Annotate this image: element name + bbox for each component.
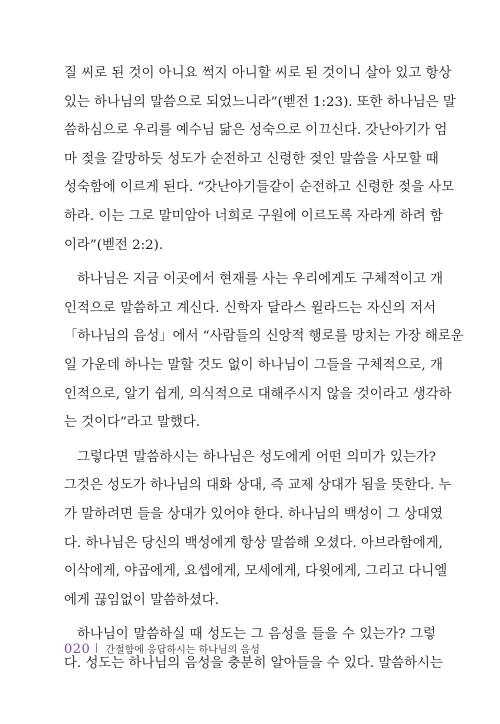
text-line: 인적으로 말씀하고 계신다. 신학자 달라스 윌라드는 자신의 저서: [64, 300, 436, 316]
text-line: 다. 성도는 하나님의 음성을 충분히 알아들을 수 있다. 말씀하시는: [64, 655, 443, 671]
text-line: 「하나님의 음성」에서 “사람들의 신앙적 행로를 망치는 가장 해로운: [64, 329, 464, 345]
text-line: 있는 하나님의 말씀으로 되었느니라”(벧전 1:23). 또한 하나님은 말: [64, 94, 456, 110]
text-line: 하나님이 말씀하실 때 성도는 그 음성을 들을 수 있는가? 그렇: [77, 627, 436, 643]
text-line: 가 말하려면 들을 상대가 있어야 한다. 하나님의 백성이 그 상대였: [64, 506, 443, 522]
paragraph-2: [64, 266, 464, 438]
running-title: 간절함에 응답하시는 하나님의 음성: [105, 645, 260, 656]
text-line: 이라”(벧전 2:2).: [64, 237, 164, 253]
footer-divider: [96, 643, 97, 653]
text-line: 성숙함에 이르게 된다. “갓난아기들같이 순전하고 신령한 젖을 사모: [64, 180, 455, 196]
body-text: [64, 60, 464, 678]
text-line: 하라. 이는 그로 말미암아 너희로 구원에 이르도록 자라게 하려 함: [64, 208, 443, 224]
text-line: 에게 끊임없이 말씀하셨다.: [64, 592, 220, 608]
text-line: 이삭에게, 야곱에게, 요셉에게, 모세에게, 다윗에게, 그리고 다니엘: [64, 564, 448, 580]
text-line: 인적으로, 알기 쉽게, 의식적으로 대해주시지 않을 것이라고 생각하: [64, 386, 452, 402]
text-line: 그렇다면 말씀하시는 하나님은 성도에게 어떤 의미가 있는가?: [77, 449, 436, 465]
text-line: 는 것이다”라고 말했다.: [64, 415, 201, 431]
page-footer: [64, 641, 260, 657]
paragraph-3: [64, 444, 452, 616]
text-line: 하나님은 지금 이곳에서 현재를 사는 우리에게도 구체적이고 개: [77, 272, 444, 288]
text-line: 다. 하나님은 당신의 백성에게 항상 말씀해 오셨다. 아브라함에게,: [64, 535, 443, 551]
paragraph-1: [64, 60, 456, 260]
page-number: 020: [64, 642, 91, 657]
text-line: 그것은 성도가 하나님의 대화 상대, 즉 교제 상대가 됨을 뜻한다. 누: [64, 478, 452, 494]
text-line: 일 가운데 하나는 말할 것도 없이 하나님이 그들을 구체적으로, 개: [64, 357, 443, 373]
text-line: 씀하심으로 우리를 예수님 닮은 성숙으로 이끄신다. 갓난아기가 엄: [64, 123, 448, 139]
text-line: 질 씨로 된 것이 아니요 썩지 아니할 씨로 된 것이니 살아 있고 항상: [64, 66, 452, 81]
text-line: 마 젖을 갈망하듯 성도가 순전하고 신령한 젖인 말씀을 사모할 때: [64, 151, 439, 167]
